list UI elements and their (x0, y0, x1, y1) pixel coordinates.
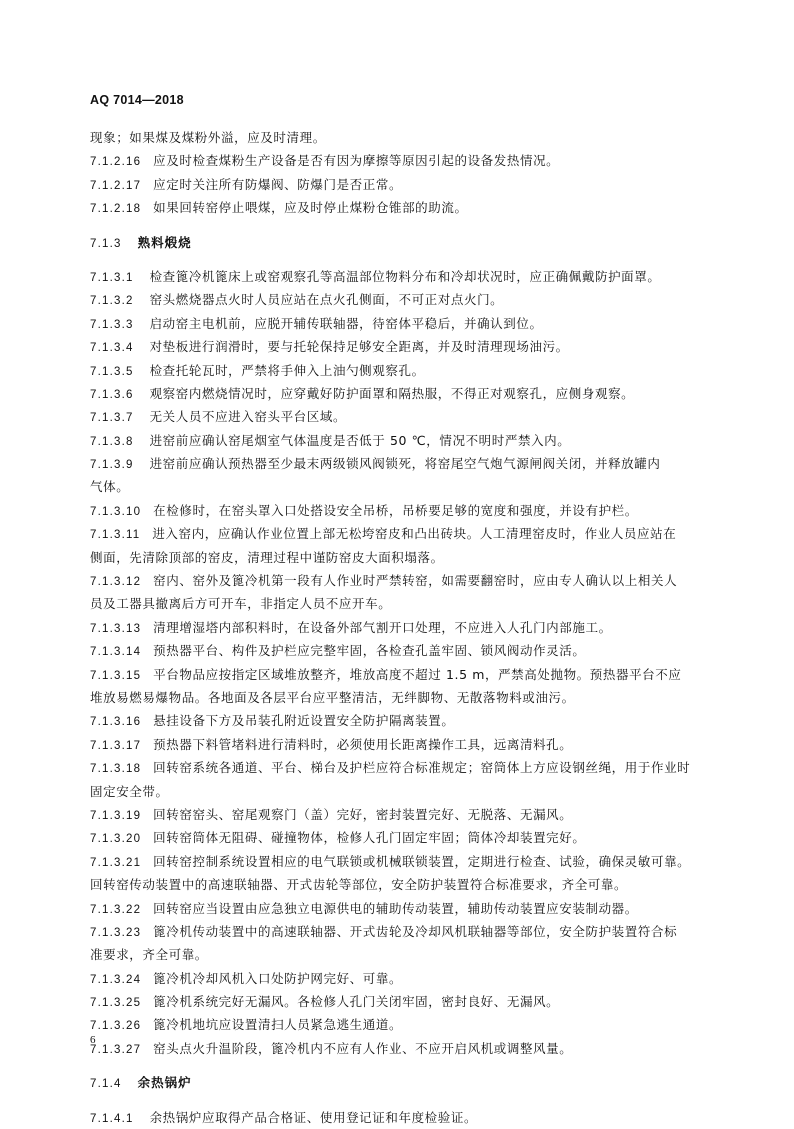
clause-number: 7.1.3.20 (90, 833, 142, 846)
clause-text: 应定时关注所有防爆阀、防爆门是否正常。 (153, 176, 403, 192)
clause-7-1-3-10 (90, 499, 708, 522)
clause-text: 篦冷机传动装置中的高速联轴器、开式齿轮及冷却风机联轴器等部位，安全防护装置符合标 (153, 923, 678, 939)
clause-number: 7.1.3.7 (90, 412, 134, 425)
clause-number: 7.1.3.18 (90, 763, 142, 776)
clause-number: 7.1.3.6 (90, 388, 134, 401)
clause-number: 7.1.3.14 (90, 646, 142, 659)
clause-continuation: 侧面，先清除顶部的窑皮，清理过程中谨防窑皮大面积塌落。 (90, 549, 444, 565)
clause-number: 7.1.3.2 (90, 295, 134, 308)
clause-7-1-3-12 (90, 569, 708, 592)
clause-7-1-3-19 (90, 803, 708, 826)
clause-number: 7.1.3.5 (90, 365, 134, 378)
clause-number: 7.1.3.21 (90, 856, 142, 869)
clause-text: 无关人员不应进入窑头平台区域。 (149, 409, 347, 425)
clause-number: 7.1.2.18 (90, 203, 142, 216)
clause-7-1-3-16 (90, 709, 708, 732)
clause-number: 7.1.3.9 (90, 459, 134, 472)
clause-text: 窑头燃烧器点火时人员应站在点火孔侧面，不可正对点火门。 (149, 292, 504, 308)
section-heading-7-1-3 (90, 231, 708, 254)
clause-text: 回转窑筒体无阻碍、碰撞物体，检修人孔门固定牢固；筒体冷却装置完好。 (153, 830, 586, 846)
clause-7-1-3-17 (90, 733, 708, 756)
section-number: 7.1.4 (90, 1078, 122, 1091)
clause-7-1-2-18 (90, 196, 708, 219)
clause-number: 7.1.3.15 (90, 669, 142, 682)
clause-text: 预热器下料管堵料进行清料时，必须使用长距离操作工具，远离清料孔。 (153, 736, 573, 752)
clause-number: 7.1.3.17 (90, 739, 142, 752)
clause-text: 启动窑主电机前，应脱开辅传联轴器，待窑体平稳后，并确认到位。 (149, 315, 543, 331)
clause-7-1-3-21 (90, 850, 708, 873)
clause-7-1-3-4 (90, 335, 708, 358)
clause-7-1-3-18 (90, 756, 708, 779)
clause-text: 进窑前应确认预热器至少最末两级锁风阀锁死，将窑尾空气炮气源闸阀关闭，并释放罐内 (149, 456, 661, 472)
clause-number: 7.1.3.12 (90, 576, 142, 589)
page-number: 6 (90, 1034, 96, 1046)
clause-text: 检查托轮瓦时，严禁将手伸入上油勺侧观察孔。 (149, 362, 425, 378)
clause-text: 篦冷机冷却风机入口处防护网完好、可靠。 (153, 970, 403, 986)
clause-continuation: 准要求，齐全可靠。 (90, 947, 208, 963)
clause-7-1-3-14 (90, 639, 708, 662)
clause-text: 窑头点火升温阶段，篦冷机内不应有人作业、不应开启风机或调整风量。 (153, 1040, 573, 1056)
section-number: 7.1.3 (90, 237, 122, 250)
document-body (90, 126, 708, 1129)
clause-text: 篦冷机地坑应设置清扫人员紧急逃生通道。 (153, 1017, 403, 1033)
clause-number: 7.1.3.1 (90, 271, 134, 284)
clause-number: 7.1.2.16 (90, 156, 142, 169)
clause-text: 悬挂设备下方及吊装孔附近设置安全防护隔离装置。 (153, 713, 455, 729)
clause-text: 应及时检查煤粉生产设备是否有因为摩擦等原因引起的设备发热情况。 (153, 153, 560, 169)
clause-text: 进窑前应确认窑尾烟室气体温度是否低于 50 ℃，情况不明时严禁入内。 (149, 432, 571, 448)
clause-7-1-3-7 (90, 405, 708, 428)
clause-continuation: 回转窑传动装置中的高速联轴器、开式齿轮等部位，安全防护装置符合标准要求，齐全可靠。 (90, 877, 628, 893)
clause-7-1-2-17 (90, 173, 708, 196)
clause-text: 回转窑系统各通道、平台、梯台及护栏应符合标准规定；窑筒体上方应设钢丝绳，用于作业时 (153, 760, 691, 776)
clause-7-1-3-15 (90, 663, 708, 686)
clause-number: 7.1.2.17 (90, 179, 142, 192)
clause-number: 7.1.3.3 (90, 318, 134, 331)
clause-7-1-3-23 (90, 920, 708, 943)
clause-number: 7.1.3.16 (90, 716, 142, 729)
clause-text: 预热器平台、构件及护栏应完整牢固，各检查孔盖牢固、锁风阀动作灵活。 (153, 643, 586, 659)
clause-number: 7.1.3.24 (90, 973, 142, 986)
clause-7-1-3-2 (90, 288, 708, 311)
standard-code: AQ 7014—2018 (90, 93, 184, 107)
clause-number: 7.1.3.10 (90, 505, 142, 518)
clause-number: 7.1.3.8 (90, 435, 134, 448)
clause-text: 篦冷机系统完好无漏风。各检修人孔门关闭牢固，密封良好、无漏风。 (153, 994, 560, 1010)
clause-7-1-3-13 (90, 616, 708, 639)
clause-7-1-2-16 (90, 149, 708, 172)
clause-text: 清理增湿塔内部积料时，在设备外部气割开口处理，不应进入人孔门内部施工。 (153, 619, 612, 635)
clause-7-1-3-8 (90, 429, 708, 452)
clause-7-1-3-25 (90, 990, 708, 1013)
clause-number: 7.1.3.22 (90, 903, 142, 916)
clause-text: 在检修时，在窑头罩入口处搭设安全吊桥，吊桥要足够的宽度和强度，并设有护栏。 (153, 502, 638, 518)
clause-7-1-3-20 (90, 826, 708, 849)
clause-number: 7.1.3.13 (90, 622, 142, 635)
clause-number: 7.1.3.27 (90, 1043, 142, 1056)
clause-7-1-3-26 (90, 1013, 708, 1036)
clause-continuation: 固定安全带。 (90, 783, 169, 799)
section-title: 熟料煅烧 (137, 234, 192, 250)
clause-text: 余热锅炉应取得产品合格证、使用登记证和年度检验证。 (149, 1109, 478, 1125)
clause-text: 检查篦冷机篦床上或窑观察孔等高温部位物料分布和冷却状况时，应正确佩戴防护面罩。 (149, 268, 661, 284)
clause-number: 7.1.3.19 (90, 809, 142, 822)
clause-text: 观察窑内燃烧情况时，应穿戴好防护面罩和隔热服，不得正对观察孔，应侧身观察。 (149, 385, 635, 401)
clause-7-1-4-1 (90, 1106, 708, 1129)
clause-text: 回转窑应当设置由应急独立电源供电的辅助传动装置，辅助传动装置应安装制动器。 (153, 900, 638, 916)
clause-text: 如果回转窑停止喂煤，应及时停止煤粉仓锥部的助流。 (153, 200, 468, 216)
clause-text: 窑内、窑外及篦冷机第一段有人作业时严禁转窑，如需要翻窑时，应由专人确认以上相关人 (153, 573, 678, 589)
clause-7-1-3-5 (90, 359, 708, 382)
clause-7-1-3-1 (90, 265, 708, 288)
clause-continuation: 气体。 (90, 479, 130, 495)
clause-7-1-3-27 (90, 1037, 708, 1060)
clause-number: 7.1.3.4 (90, 342, 134, 355)
clause-text: 平台物品应按指定区域堆放整齐，堆放高度不超过 1.5 m，严禁高处抛物。预热器平台不应 (153, 666, 682, 682)
clause-text: 对垫板进行润滑时，要与托轮保持足够安全距离，并及时清理现场油污。 (149, 339, 569, 355)
clause-7-1-3-9 (90, 452, 708, 475)
clause-continuation: 员及工器具撤离后方可开车，非指定人员不应开车。 (90, 596, 392, 612)
clause-7-1-3-6 (90, 382, 708, 405)
clause-number: 7.1.3.11 (90, 529, 141, 542)
clause-7-1-3-3 (90, 312, 708, 335)
clause-7-1-3-11 (90, 522, 708, 545)
clause-text: 回转窑控制系统设置相应的电气联锁或机械联锁装置，定期进行检查、试验，确保灵敏可靠。 (153, 853, 691, 869)
clause-number: 7.1.4.1 (90, 1112, 134, 1125)
clause-number: 7.1.3.26 (90, 1020, 142, 1033)
clause-number: 7.1.3.23 (90, 926, 142, 939)
clause-text: 回转窑窑头、窑尾观察门（盖）完好，密封装置完好、无脱落、无漏风。 (153, 806, 573, 822)
clause-continuation: 堆放易燃易爆物品。各地面及各层平台应平整清洁，无绊脚物、无散落物料或油污。 (90, 689, 575, 705)
section-title: 余热锅炉 (137, 1075, 192, 1091)
clause-7-1-3-22 (90, 897, 708, 920)
section-heading-7-1-4 (90, 1071, 708, 1094)
clause-number: 7.1.3.25 (90, 997, 142, 1010)
clause-7-1-3-24 (90, 967, 708, 990)
clause-text: 进入窑内，应确认作业位置上部无松垮窑皮和凸出砖块。人工清理窑皮时，作业人员应站在 (152, 526, 677, 542)
paragraph-line: 现象；如果煤及煤粉外溢，应及时清理。 (90, 130, 326, 145)
